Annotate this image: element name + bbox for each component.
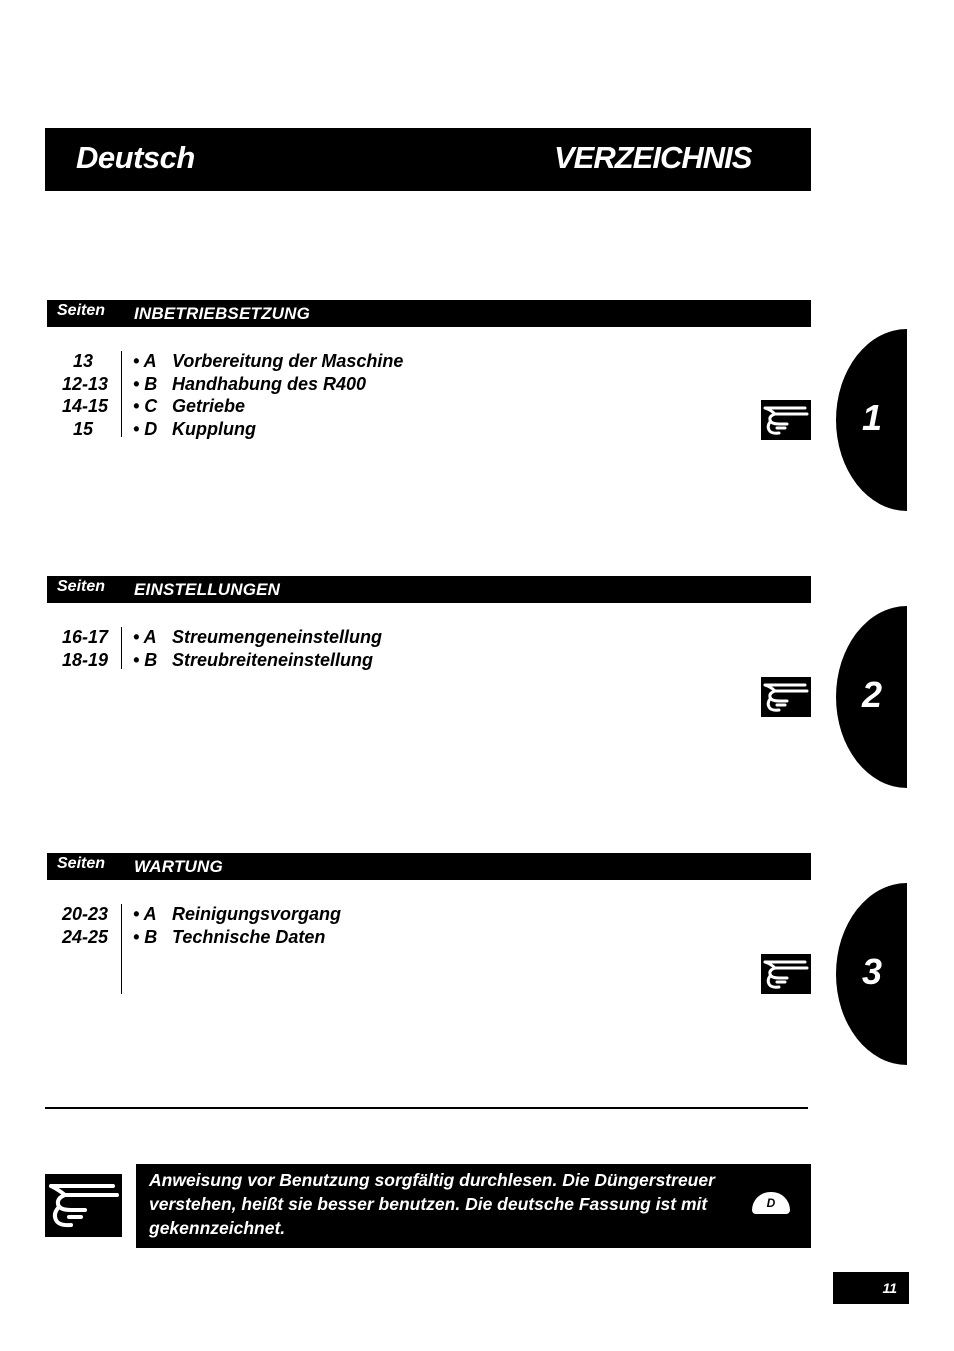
pointing-hand-icon	[761, 677, 811, 717]
chapter-number: 2	[862, 674, 883, 715]
section-title: INBETRIEBSETZUNG	[134, 304, 311, 323]
page-column	[40, 903, 108, 948]
entry-pages: 12-13	[61, 373, 108, 394]
entry-pages: 16-17	[61, 627, 108, 647]
entry-letter: • D	[133, 418, 158, 439]
entry-letter: • A	[133, 627, 157, 647]
seiten-label: Seiten	[57, 855, 106, 872]
entry-list	[133, 626, 382, 671]
entry-letter: • B	[133, 373, 158, 394]
entry-pages: 24-25	[61, 926, 108, 947]
entry-list	[133, 350, 403, 440]
list-item[interactable]	[133, 395, 403, 418]
entry-pages: 20-23	[61, 904, 108, 924]
chapter-tab-1[interactable]	[836, 329, 907, 511]
list-item[interactable]	[133, 350, 403, 373]
note-line: Anweisung vor Benutzung sorgfältig durchlesen. Die Düngerstreuer	[149, 1170, 715, 1190]
language-badge: D	[752, 1192, 790, 1214]
chapter-tab-3[interactable]	[836, 883, 907, 1065]
language-title: Deutsch	[76, 140, 195, 175]
section-bar-einstellungen	[47, 576, 811, 603]
entry-list	[133, 903, 341, 948]
entry-text: Getriebe	[172, 396, 246, 416]
chapter-number: 1	[862, 397, 883, 438]
seiten-label: Seiten	[57, 302, 106, 319]
entry-text: Reinigungsvorgang	[172, 904, 342, 924]
note-box	[136, 1164, 811, 1248]
entry-text: Handhabung des R400	[172, 373, 367, 394]
entry-pages: 13	[72, 351, 93, 371]
entry-letter: • A	[133, 904, 157, 924]
list-item[interactable]	[133, 373, 403, 396]
page-column	[40, 626, 108, 671]
chapter-number: 3	[862, 951, 883, 992]
section-bar-inbetriebsetzung	[47, 300, 811, 327]
list-item[interactable]	[133, 649, 382, 672]
entry-letter: • B	[133, 926, 158, 947]
pointing-hand-icon	[761, 954, 811, 994]
page-title: VERZEICHNIS	[554, 140, 752, 175]
note-line: gekennzeichnet.	[149, 1218, 286, 1238]
entry-letter: • A	[133, 351, 157, 371]
entry-pages: 15	[72, 418, 93, 439]
entry-text: Streumengeneinstellung	[172, 627, 383, 647]
page-column	[40, 350, 108, 440]
entry-pages: 14-15	[61, 396, 108, 416]
entry-letter: • B	[133, 649, 158, 670]
entry-pages: 18-19	[61, 649, 108, 670]
entry-text: Kupplung	[172, 418, 256, 439]
divider-line	[121, 627, 122, 669]
list-item[interactable]	[133, 626, 382, 649]
list-item[interactable]	[133, 903, 341, 926]
pointing-hand-icon	[45, 1174, 122, 1237]
header-bar	[45, 128, 811, 191]
entry-text: Technische Daten	[172, 926, 326, 947]
chapter-tab-2[interactable]	[836, 606, 907, 788]
section-bar-wartung	[47, 853, 811, 880]
divider-line	[121, 904, 122, 994]
list-item[interactable]	[133, 418, 403, 441]
divider-line	[121, 351, 122, 437]
seiten-label: Seiten	[57, 578, 106, 595]
section-title: WARTUNG	[134, 857, 223, 876]
entry-letter: • C	[133, 396, 158, 416]
entry-text: Vorbereitung der Maschine	[172, 351, 404, 371]
entry-text: Streubreiteneinstellung	[172, 649, 374, 670]
horizontal-rule	[45, 1107, 808, 1109]
note-line: verstehen, heißt sie besser benutzen. Die deutsche Fassung ist mit	[149, 1194, 708, 1214]
pointing-hand-icon	[761, 400, 811, 440]
section-title: EINSTELLUNGEN	[134, 580, 281, 599]
page-number: 11	[833, 1272, 909, 1304]
list-item[interactable]	[133, 926, 341, 949]
